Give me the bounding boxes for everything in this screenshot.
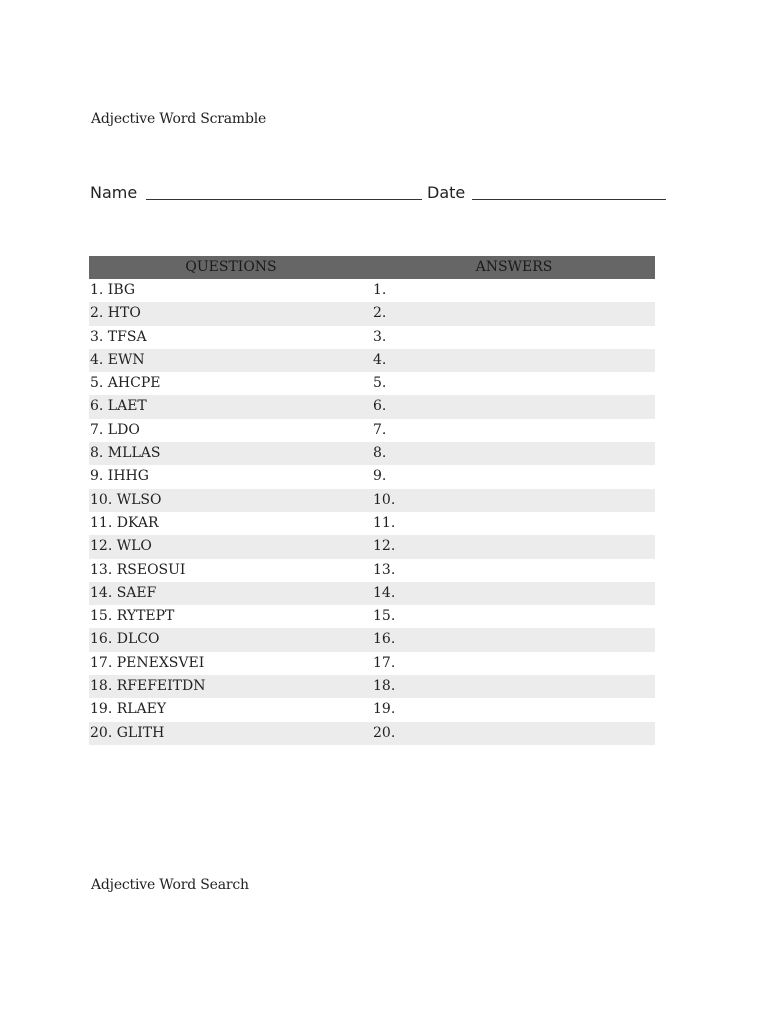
question-cell: 7. LDO	[90, 421, 140, 438]
table-row	[89, 559, 655, 582]
question-cell: 1. IBG	[90, 282, 136, 298]
answer-cell: 5.	[373, 375, 387, 392]
answer-cell: 9.	[373, 468, 387, 485]
table-row	[89, 698, 655, 721]
answers-header: ANSWERS	[475, 259, 553, 275]
table-row	[89, 722, 655, 745]
answer-cell: 20.	[373, 724, 396, 741]
answer-cell: 13.	[373, 561, 396, 578]
question-cell: 16. DLCO	[90, 631, 160, 648]
name-date-line	[90, 180, 670, 204]
name-label: Name	[90, 183, 138, 202]
answer-cell: 3.	[373, 328, 387, 345]
answer-cell: 7.	[373, 421, 387, 438]
question-cell: 13. RSEOSUI	[90, 561, 186, 578]
question-cell: 9. IHHG	[90, 468, 149, 485]
question-cell: 3. TFSA	[90, 328, 147, 345]
table-row	[89, 349, 655, 372]
date-blank-line	[472, 199, 666, 200]
answer-cell: 18.	[373, 678, 396, 695]
question-cell: 17. PENEXSVEI	[90, 654, 205, 671]
name-blank-line	[146, 199, 422, 200]
answer-cell: 2.	[373, 305, 387, 322]
date-label: Date	[427, 183, 466, 202]
question-cell: 5. AHCPE	[90, 375, 161, 392]
page-title: Adjective Word Scramble	[91, 111, 267, 127]
table-row	[89, 605, 655, 628]
questions-header: QUESTIONS	[185, 259, 277, 275]
answer-cell: 10.	[373, 491, 396, 508]
table-header	[89, 256, 655, 279]
question-cell: 10. WLSO	[90, 491, 162, 508]
scramble-table	[89, 256, 655, 745]
table-row	[89, 302, 655, 325]
answer-cell: 19.	[373, 701, 396, 718]
answer-cell: 16.	[373, 631, 396, 648]
question-cell: 8. MLLAS	[90, 445, 161, 462]
answer-cell: 11.	[373, 514, 396, 531]
question-cell: 15. RYTEPT	[90, 608, 175, 625]
answer-cell: 8.	[373, 445, 387, 462]
question-cell: 14. SAEF	[90, 584, 157, 601]
table-row	[89, 652, 655, 675]
table-row	[89, 512, 655, 535]
question-cell: 11. DKAR	[90, 514, 159, 531]
table-row	[89, 465, 655, 488]
answer-cell: 14.	[373, 584, 396, 601]
table-row	[89, 582, 655, 605]
table-row	[89, 535, 655, 558]
table-row	[89, 395, 655, 418]
table-row	[89, 372, 655, 395]
table-row	[89, 419, 655, 442]
table-row	[89, 628, 655, 651]
answer-cell: 4.	[373, 351, 387, 368]
table-row	[89, 489, 655, 512]
answer-cell: 17.	[373, 654, 396, 671]
section-title: Adjective Word Search	[91, 877, 249, 893]
table-row	[89, 326, 655, 349]
question-cell: 12. WLO	[90, 538, 152, 555]
table-row	[89, 279, 655, 302]
question-cell: 2. HTO	[90, 305, 141, 322]
table-row	[89, 675, 655, 698]
table-body	[89, 279, 655, 745]
answer-cell: 15.	[373, 608, 396, 625]
answer-cell: 6.	[373, 398, 387, 415]
question-cell: 19. RLAEY	[90, 701, 167, 718]
question-cell: 4. EWN	[90, 351, 145, 368]
question-cell: 20. GLITH	[90, 724, 165, 741]
answer-cell: 1.	[373, 282, 387, 298]
table-row	[89, 442, 655, 465]
question-cell: 18. RFEFEITDN	[90, 678, 206, 695]
question-cell: 6. LAET	[90, 398, 147, 415]
answer-cell: 12.	[373, 538, 396, 555]
